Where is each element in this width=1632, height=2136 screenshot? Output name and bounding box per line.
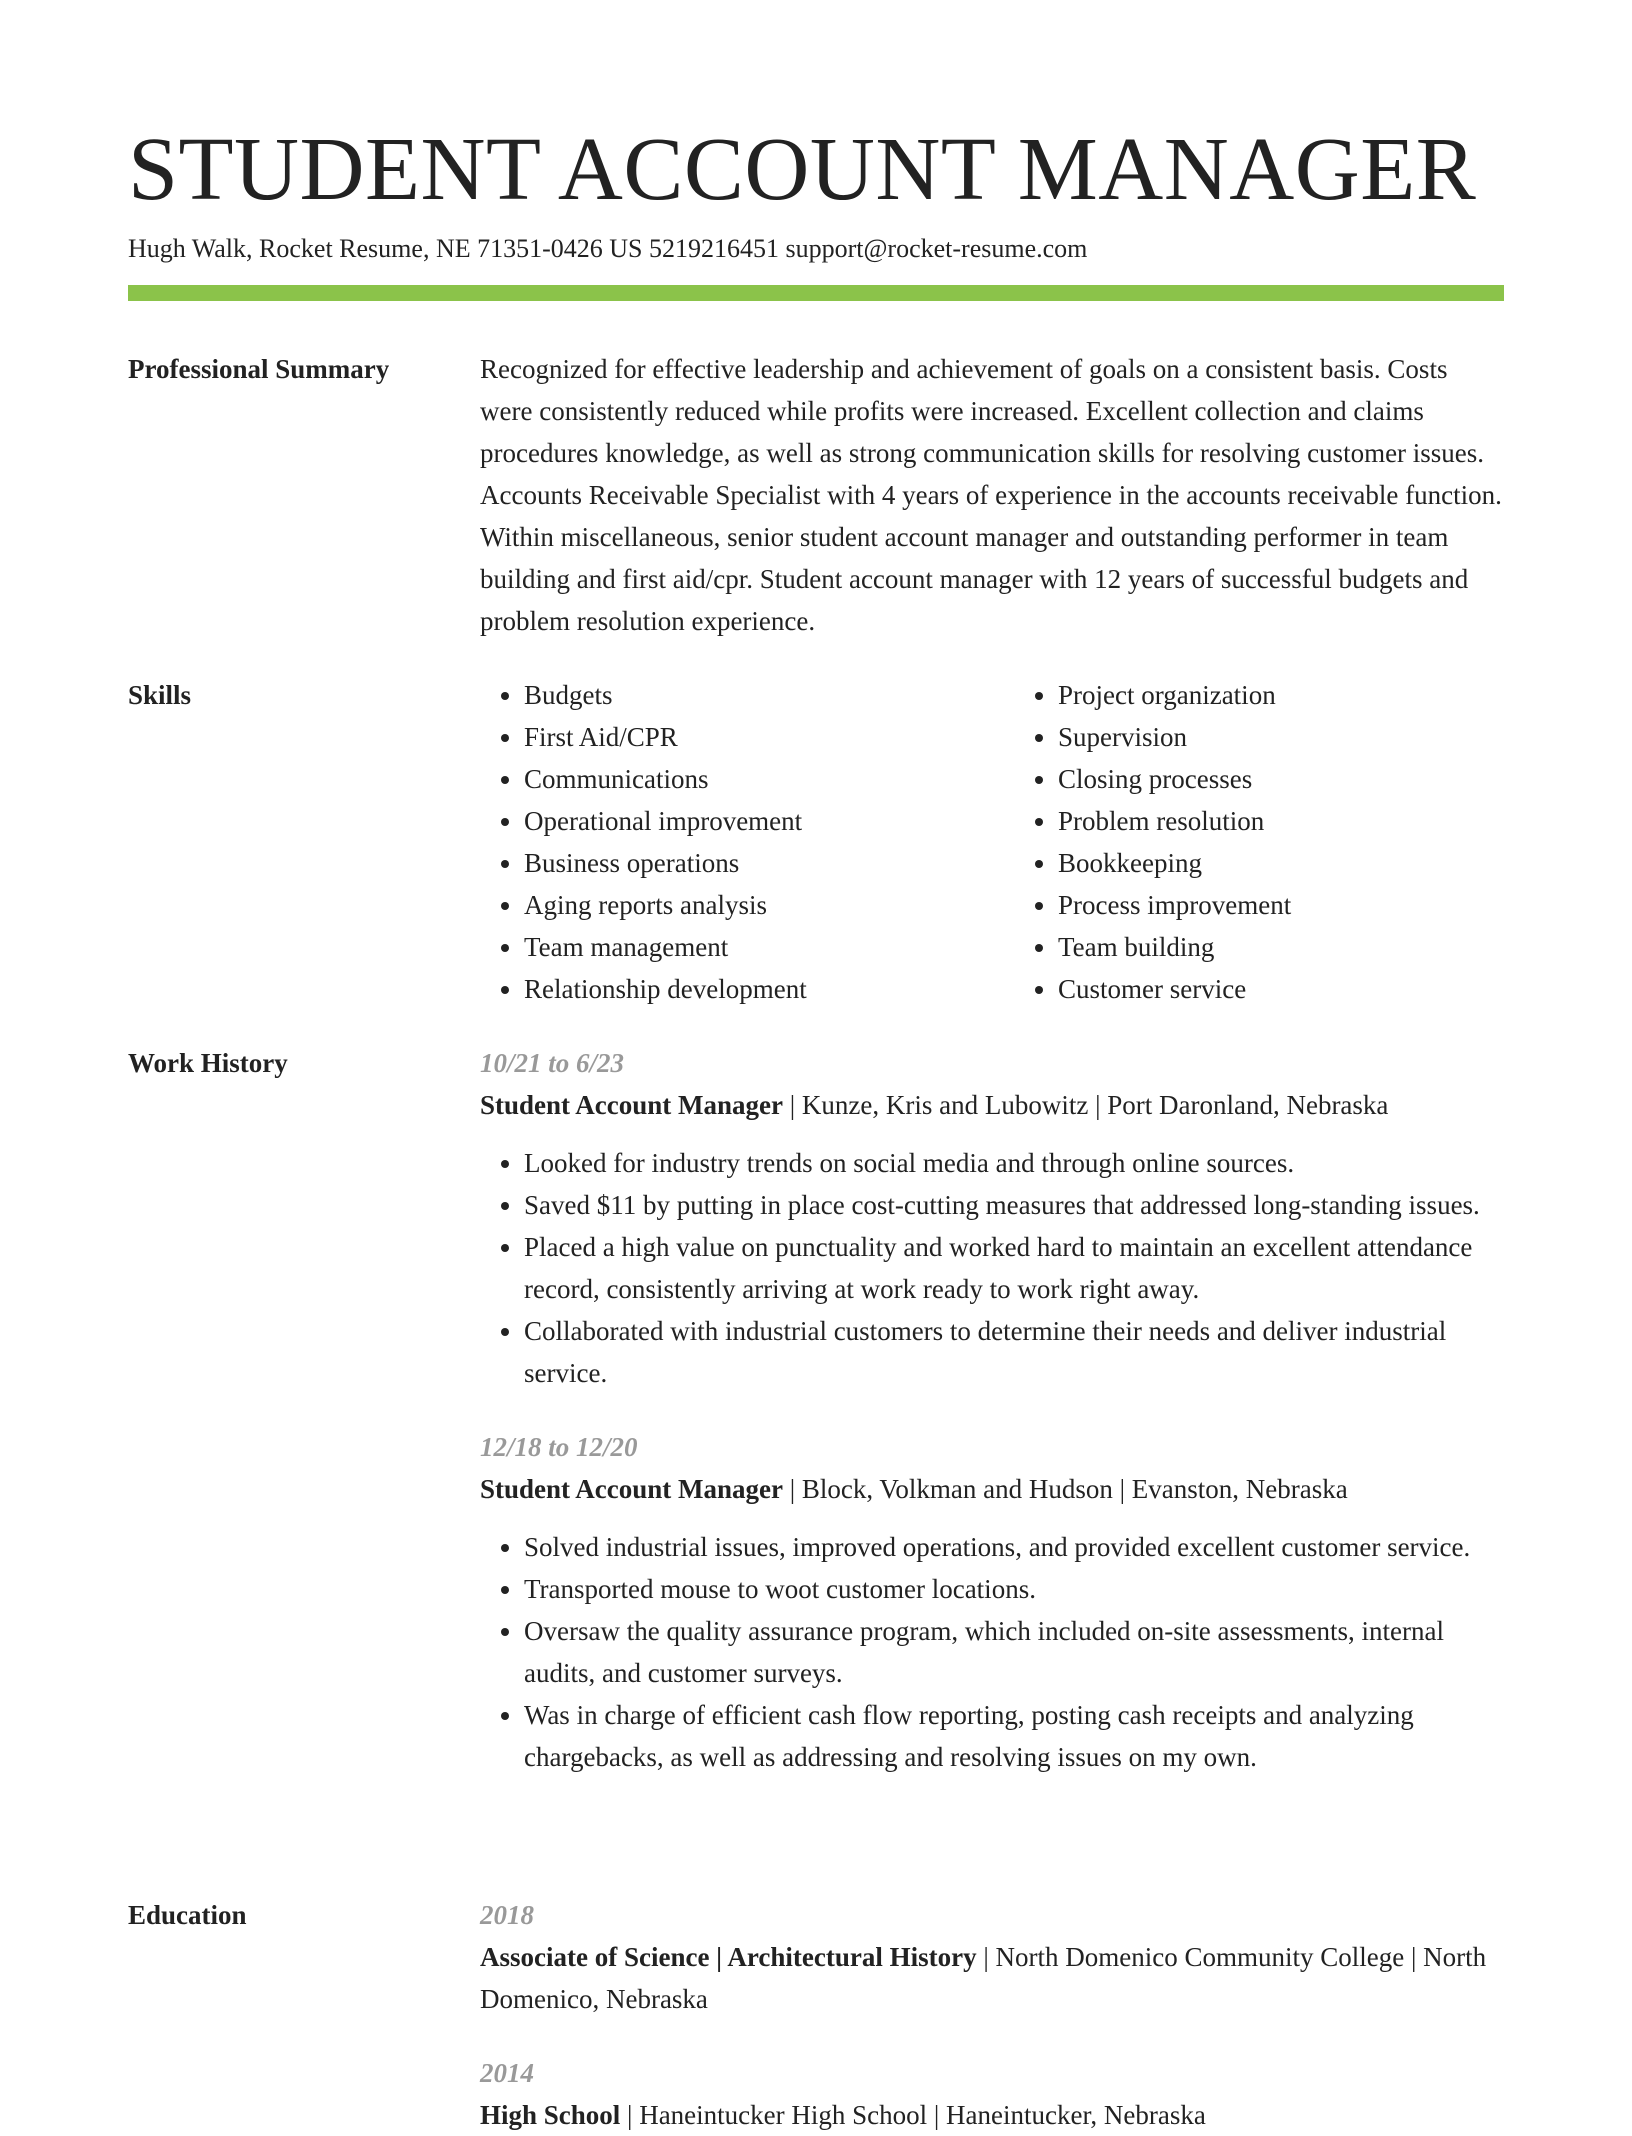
- skill-item: • Customer service: [1058, 968, 1504, 1010]
- skill-item: • Aging reports analysis: [524, 884, 970, 926]
- education-content: [480, 1894, 1504, 2136]
- accent-divider: [128, 285, 1504, 301]
- skills-heading: Skills: [128, 680, 192, 710]
- job-heading-line: [480, 1084, 1504, 1126]
- job-title: Student Account Manager: [480, 1090, 783, 1120]
- skill-item: • Bookkeeping: [1058, 842, 1504, 884]
- job-dates: 10/21 to 6/23: [480, 1048, 625, 1078]
- skill-item: • Project organization: [1058, 674, 1504, 716]
- job-bullets: [480, 1526, 1504, 1778]
- skill-item: • Team management: [524, 926, 970, 968]
- skill-item: • Business operations: [524, 842, 970, 884]
- job-entry: [480, 1042, 1504, 1394]
- skill-item: • Problem resolution: [1058, 800, 1504, 842]
- job-bullet: • Placed a high value on punctuality and worked hard to maintain an excellent attendance record, consistently arriving at work ready to work right away.: [524, 1226, 1504, 1310]
- education-heading: Education: [128, 1900, 247, 1930]
- skill-item: • First Aid/CPR: [524, 716, 970, 758]
- summary-heading: Professional Summary: [128, 354, 390, 384]
- contact-line: Hugh Walk, Rocket Resume, NE 71351-0426 US 5219216451 support@rocket-resume.com: [128, 234, 1088, 263]
- job-title: Student Account Manager: [480, 1474, 783, 1504]
- job-dates: 12/18 to 12/20: [480, 1432, 638, 1462]
- job-bullet: • Saved $11 by putting in place cost-cutting measures that addressed long-standing issues.: [524, 1184, 1504, 1226]
- job-bullet: • Was in charge of efficient cash flow reporting, posting cash receipts and analyzing chargebacks, as well as addressing and resolving issues on my own.: [524, 1694, 1504, 1778]
- skill-item: • Communications: [524, 758, 970, 800]
- skill-item: • Operational improvement: [524, 800, 970, 842]
- resume-title: STUDENT ACCOUNT MANAGER: [128, 120, 1477, 219]
- job-details: | Block, Volkman and Hudson | Evanston, Nebraska: [783, 1474, 1348, 1504]
- education-year: 2014: [480, 2058, 534, 2088]
- education-year: 2018: [480, 1900, 534, 1930]
- work-history-content: [480, 1042, 1504, 1778]
- job-bullet: • Transported mouse to woot customer locations.: [524, 1568, 1504, 1610]
- summary-content: [480, 348, 1504, 642]
- education-entry: [480, 1894, 1504, 2020]
- skills-list-right: [1014, 674, 1504, 1010]
- education-degree: Associate of Science | Architectural History: [480, 1942, 977, 1972]
- education-degree: High School: [480, 2100, 621, 2130]
- education-details: | North Domenico Community College | North Domenico, Nebraska: [480, 1942, 1487, 2014]
- job-bullet: • Oversaw the quality assurance program, which included on-site assessments, internal audits, and customer surveys.: [524, 1610, 1504, 1694]
- skill-item: • Supervision: [1058, 716, 1504, 758]
- education-line: [480, 1936, 1504, 2020]
- skill-item: • Relationship development: [524, 968, 970, 1010]
- education-entry: [480, 2052, 1504, 2136]
- summary-text: Recognized for effective leadership and achievement of goals on a consistent basis. Costs were consistently reduced while profits were increased. Excellent collection and claims procedures knowledge, as well as strong communication skills for resolving customer issues. Accounts Receivable Specialist with 4 years of experience in the accounts receivable function. Within miscellaneous, senior student account manager and outstanding performer in team building and first aid/cpr. Student account manager with 12 years of successful budgets and problem resolution experience.: [480, 354, 1502, 636]
- skill-item: • Budgets: [524, 674, 970, 716]
- job-entry: [480, 1426, 1504, 1778]
- education-details: | Haneintucker High School | Haneintucker, Nebraska: [620, 2100, 1206, 2130]
- skills-content: [480, 674, 1504, 1010]
- job-bullets: [480, 1142, 1504, 1394]
- job-bullet: • Collaborated with industrial customers to determine their needs and deliver industrial service.: [524, 1310, 1504, 1394]
- education-line: [480, 2094, 1504, 2136]
- skill-item: • Team building: [1058, 926, 1504, 968]
- job-details: | Kunze, Kris and Lubowitz | Port Daronland, Nebraska: [783, 1090, 1389, 1120]
- job-heading-line: [480, 1468, 1504, 1510]
- job-bullet: • Solved industrial issues, improved operations, and provided excellent customer service.: [524, 1526, 1504, 1568]
- skill-item: • Process improvement: [1058, 884, 1504, 926]
- skills-list-left: [480, 674, 970, 1010]
- work-history-heading: Work History: [128, 1048, 288, 1078]
- job-bullet: • Looked for industry trends on social media and through online sources.: [524, 1142, 1504, 1184]
- skill-item: • Closing processes: [1058, 758, 1504, 800]
